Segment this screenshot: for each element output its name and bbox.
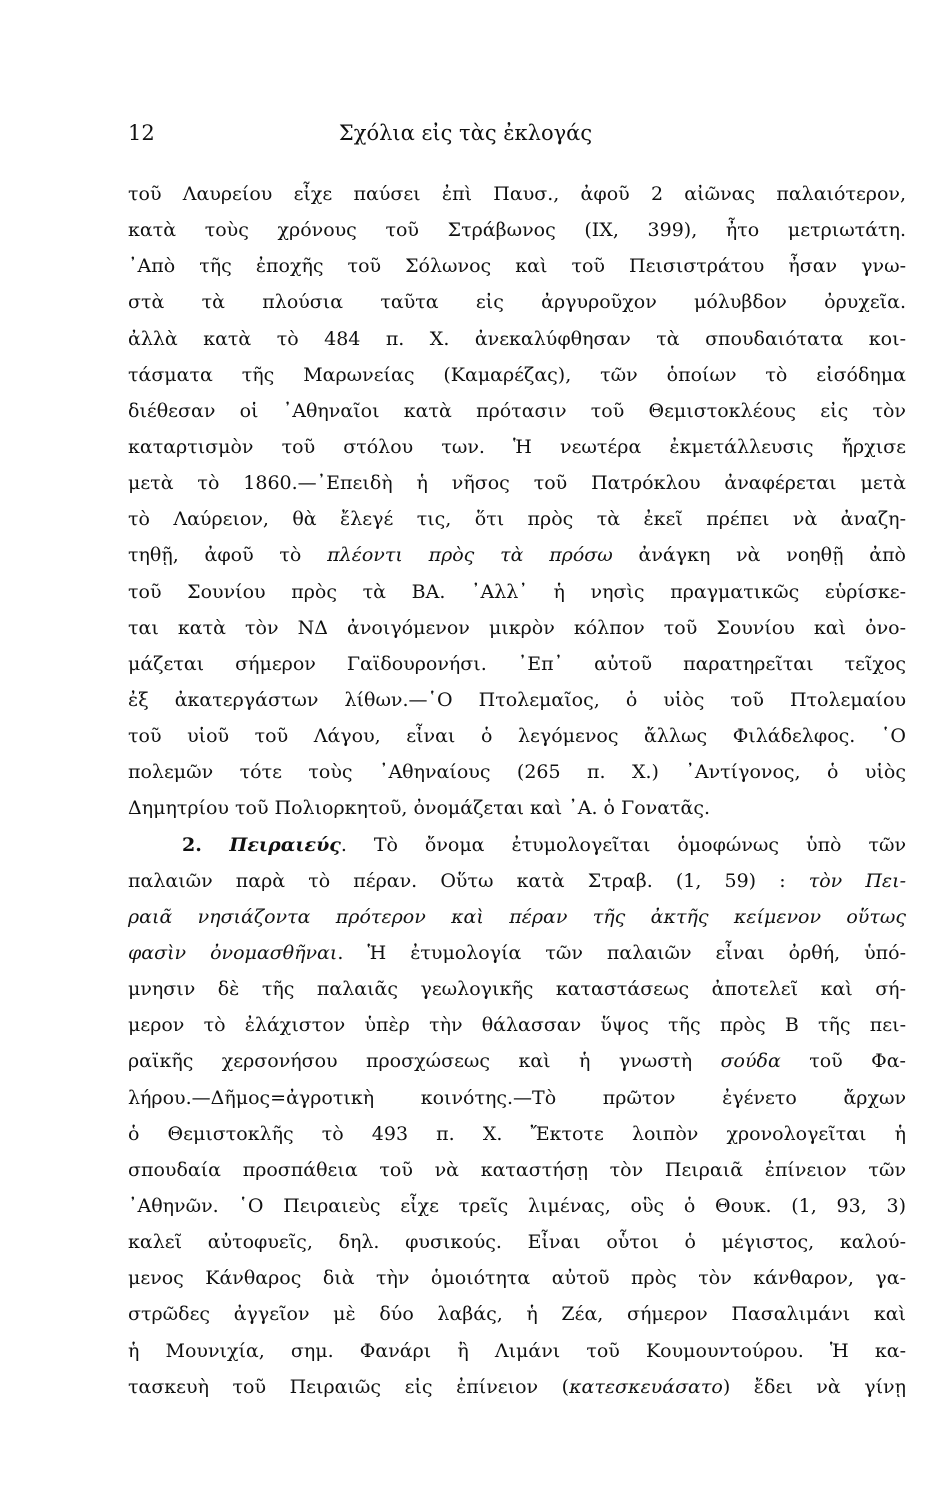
text-line — [128, 537, 906, 573]
text-line — [128, 935, 906, 971]
text-span: τὸ Λαύρειον, θὰ ἔλεγέ τις, ὅτι πρὸς τὰ ἐκεῖ πρέπει νὰ ἀναζη- — [128, 508, 906, 531]
text-line — [128, 1116, 906, 1152]
text-span: παλαιῶν παρὰ τὸ πέραν. Οὕτω κατὰ Στραβ. (1, 59) : — [128, 869, 809, 892]
emphasis-span: κατεσκευάσατο — [569, 1375, 723, 1398]
text-line — [128, 248, 906, 284]
text-line — [128, 429, 906, 465]
text-line — [128, 1224, 906, 1260]
text-span: τοῦ υἱοῦ τοῦ Λάγου, εἶναι ὁ λεγόμενος ἄλλως Φιλάδελφος. ῾Ο — [128, 725, 906, 748]
text-span: σπουδαία προσπάθεια τοῦ νὰ καταστήσῃ τὸν Πειραιᾶ ἐπίνειον τῶν — [128, 1158, 906, 1181]
text-line — [128, 790, 906, 826]
text-line — [128, 1369, 906, 1405]
text-span: ραϊκῆς χερσονήσου προσχώσεως καὶ ἡ γνωστὴ — [128, 1050, 721, 1073]
text-line — [128, 1152, 906, 1188]
text-line — [128, 176, 906, 212]
text-line — [128, 1188, 906, 1224]
page-number: 12 — [128, 121, 155, 145]
text-line — [128, 682, 906, 718]
body-text — [128, 176, 906, 1405]
text-span: στρῶδες ἀγγεῖον μὲ δύο λαβάς, ἡ Ζέα, σήμερον Πασαλιμάνι καὶ — [128, 1303, 906, 1326]
text-line — [128, 1007, 906, 1043]
text-span: διέθεσαν οἱ ᾿Αθηναῖοι κατὰ πρότασιν τοῦ Θεμιστοκλέους εἰς τὸν — [128, 399, 906, 422]
text-line — [128, 899, 906, 935]
text-line — [128, 1296, 906, 1332]
text-span: πολεμῶν τότε τοὺς ᾿Αθηναίους (265 π. Χ.) ᾿Αντίγονος, ὁ υἱὸς — [128, 761, 906, 784]
running-title: Σχόλια εἰς τὰς ἐκλογάς — [338, 121, 593, 145]
text-span: ἡ Μουνιχία, σημ. Φανάρι ἢ Λιμάνι τοῦ Κουμουντούρου. Ἡ κα- — [128, 1339, 906, 1362]
text-span: . Τὸ ὄνομα ἐτυμολογεῖται ὁμοφώνως ὑπὸ τῶν — [340, 833, 907, 856]
text-line — [128, 610, 906, 646]
text-span: μετὰ τὸ 1860.—᾿Επειδὴ ἡ νῆσος τοῦ Πατρόκλου ἀναφέρεται μετὰ — [128, 472, 906, 495]
text-line — [128, 465, 906, 501]
text-line — [128, 1260, 906, 1296]
text-span: στὰ τὰ πλούσια ταῦτα εἰς ἀργυροῦχον μόλυβδον ὀρυχεῖα. — [128, 291, 906, 314]
text-line — [128, 1080, 906, 1116]
text-span: ) ἔδει νὰ γίνῃ — [722, 1375, 906, 1398]
text-span: ᾿Αθηνῶν. ῾Ο Πειραιεὺς εἶχε τρεῖς λιμένας, οὓς ὁ Θουκ. (1, 93, 3) — [128, 1194, 906, 1217]
text-line — [128, 212, 906, 248]
text-span: ἐξ ἀκατεργάστων λίθων.—῾Ο Πτολεμαῖος, ὁ υἱὸς τοῦ Πτολεμαίου — [128, 688, 906, 711]
text-span: μνησιν δὲ τῆς παλαιᾶς γεωλογικῆς καταστάσεως ἀποτελεῖ καὶ σή- — [128, 978, 906, 1001]
emphasis-span: τὸν Πει- — [808, 869, 906, 892]
text-span: κατὰ τοὺς χρόνους τοῦ Στράβωνος (IX, 399), ἦτο μετριωτάτη. — [128, 219, 906, 242]
text-line — [128, 284, 906, 320]
text-span: Δημητρίου τοῦ Πολιορκητοῦ, ὀνομάζεται καὶ ᾿Α. ὁ Γονατᾶς. — [128, 797, 711, 820]
text-line — [128, 1043, 906, 1079]
text-line — [128, 321, 906, 357]
text-line — [128, 393, 906, 429]
text-line — [128, 646, 906, 682]
text-span: τοῦ Σουνίου πρὸς τὰ ΒΑ. ᾿Αλλ᾿ ἡ νησὶς πραγματικῶς εὑρίσκε- — [128, 580, 906, 603]
text-span: ᾿Απὸ τῆς ἐποχῆς τοῦ Σόλωνος καὶ τοῦ Πεισιστράτου ἦσαν γνω- — [128, 255, 906, 278]
emphasis-span: πλέοντι πρὸς τὰ πρόσω — [327, 544, 613, 567]
text-line — [128, 1333, 906, 1369]
text-line — [128, 357, 906, 393]
text-line — [128, 754, 906, 790]
text-line — [128, 574, 906, 610]
text-span: τηθῇ, ἀφοῦ τὸ — [128, 544, 328, 567]
text-line — [128, 827, 906, 863]
text-span: λήρου.—Δῆμος=ἀγροτικὴ κοινότης.—Τὸ πρῶτον ἐγένετο ἄρχων — [128, 1086, 906, 1109]
text-span: . Ἡ ἐτυμολογία τῶν παλαιῶν εἶναι ὀρθή, ὑπό- — [337, 941, 907, 964]
emphasis-span: φασὶν ὀνομασθῆναι — [128, 941, 338, 964]
text-span: ται κατὰ τὸν ΝΔ ἀνοιγόμενον μικρὸν κόλπον τοῦ Σουνίου καὶ ὀνο- — [128, 616, 906, 639]
text-line — [128, 863, 906, 899]
text-span: μερον τὸ ἐλάχιστον ὑπὲρ τὴν θάλασσαν ὕψος τῆς πρὸς Β τῆς πει- — [128, 1014, 906, 1037]
text-span: τοῦ Φα- — [780, 1050, 906, 1073]
text-span: μάζεται σήμερον Γαϊδουρονήσι. ᾿Επ᾿ αὐτοῦ παρατηρεῖται τεῖχος — [128, 652, 906, 675]
text-line — [128, 501, 906, 537]
text-span: μενος Κάνθαρος διὰ τὴν ὁμοιότητα αὐτοῦ πρὸς τὸν κάνθαρον, γα- — [128, 1267, 906, 1290]
text-span: ὁ Θεμιστοκλῆς τὸ 493 π. Χ. Ἔκτοτε λοιπὸν χρονολογεῖται ἡ — [128, 1122, 906, 1145]
text-span: καταρτισμὸν τοῦ στόλου των. Ἡ νεωτέρα ἐκμετάλλευσις ἤρχισε — [128, 435, 906, 458]
text-line — [128, 718, 906, 754]
emphasis-span: Πειραιεύς — [229, 833, 341, 856]
emphasis-span: σούδα — [720, 1050, 781, 1073]
text-span: τοῦ Λαυρείου εἶχε παύσει ἐπὶ Παυσ., ἀφοῦ 2 αἰῶνας παλαιότερον, — [128, 183, 906, 205]
text-span: ἀνάγκη νὰ νοηθῇ ἀπὸ — [612, 544, 906, 567]
text-span: τάσματα τῆς Μαρωνείας (Καμαρέζας), τῶν ὁποίων τὸ εἰσόδημα — [128, 363, 906, 386]
page-header — [128, 118, 803, 152]
text-span: ἀλλὰ κατὰ τὸ 484 π. Χ. ἀνεκαλύφθησαν τὰ σπουδαιότατα κοι- — [128, 327, 906, 350]
emphasis-span: ραιᾶ νησιάζοντα πρότερον καὶ πέραν τῆς ἀκτῆς κείμενον οὕτως — [128, 905, 906, 928]
emphasis-span: 2. — [182, 833, 230, 856]
text-span: τασκευὴ τοῦ Πειραιῶς εἰς ἐπίνειον ( — [128, 1375, 570, 1398]
text-span: καλεῖ αὐτοφυεῖς, δηλ. φυσικούς. Εἶναι οὗτοι ὁ μέγιστος, καλού- — [128, 1231, 906, 1254]
text-line — [128, 971, 906, 1007]
